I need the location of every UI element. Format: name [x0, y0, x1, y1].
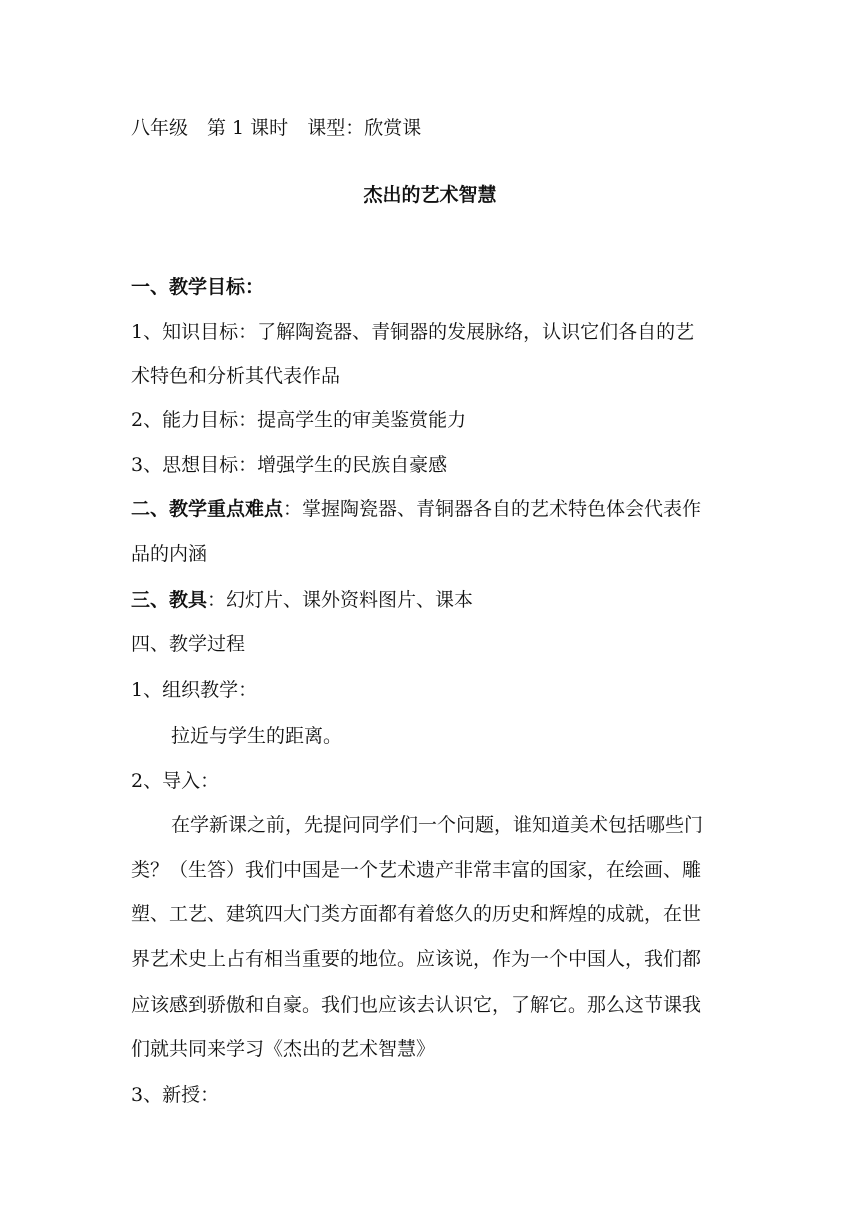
key-points-text: ：掌握陶瓷器、青铜器各自的艺术特色体会代表作 [283, 498, 702, 520]
key-points-text-line2: 品的内涵 [131, 543, 208, 565]
section-teaching-goals-heading: 一、教学目标： [131, 276, 265, 298]
period-label: 第 1 课时 [207, 117, 289, 139]
intro-paragraph-line: 类？（生答）我们中国是一个艺术遗产非常丰富的国家，在绘画、雕 [131, 859, 702, 881]
goal-knowledge-line1: 1、知识目标：了解陶瓷器、青铜器的发展脉络，认识它们各自的艺 [131, 321, 695, 343]
lesson-header [131, 117, 731, 139]
step-intro-heading: 2、导入： [131, 770, 220, 792]
document-title: 杰出的艺术智慧 [363, 184, 497, 206]
lesson-type-label: 课型：欣赏课 [307, 117, 422, 139]
step-new-lesson-heading: 3、新授： [131, 1084, 220, 1106]
key-points-heading: 二、教学重点难点 [131, 498, 284, 520]
step-organize-heading: 1、组织教学： [131, 679, 258, 701]
teaching-tools-text: ：幻灯片、课外资料图片、课本 [207, 589, 474, 611]
intro-paragraph-line: 应该感到骄傲和自豪。我们也应该去认识它，了解它。那么这节课我 [131, 994, 702, 1016]
goal-ability: 2、能力目标：提高学生的审美鉴赏能力 [131, 409, 467, 431]
intro-paragraph-line: 界艺术史上占有相当重要的地位。应该说，作为一个中国人，我们都 [131, 948, 702, 970]
goal-thought: 3、思想目标：增强学生的民族自豪感 [131, 454, 448, 476]
section-teaching-tools [131, 589, 731, 611]
intro-paragraph-line: 塑、工艺、建筑四大门类方面都有着悠久的历史和辉煌的成就，在世 [131, 903, 702, 925]
section-key-points [131, 498, 731, 520]
step-organize-text: 拉近与学生的距离。 [171, 725, 343, 747]
section-teaching-process-heading: 四、教学过程 [131, 633, 246, 655]
intro-paragraph-line: 在学新课之前，先提问同学们一个问题，谁知道美术包括哪些门 [171, 814, 704, 836]
goal-knowledge-line2: 术特色和分析其代表作品 [131, 365, 341, 387]
teaching-tools-heading: 三、教具 [131, 589, 208, 611]
grade-label: 八年级 [131, 117, 189, 139]
intro-paragraph-line: 们就共同来学习《杰出的艺术智慧》 [131, 1038, 436, 1060]
